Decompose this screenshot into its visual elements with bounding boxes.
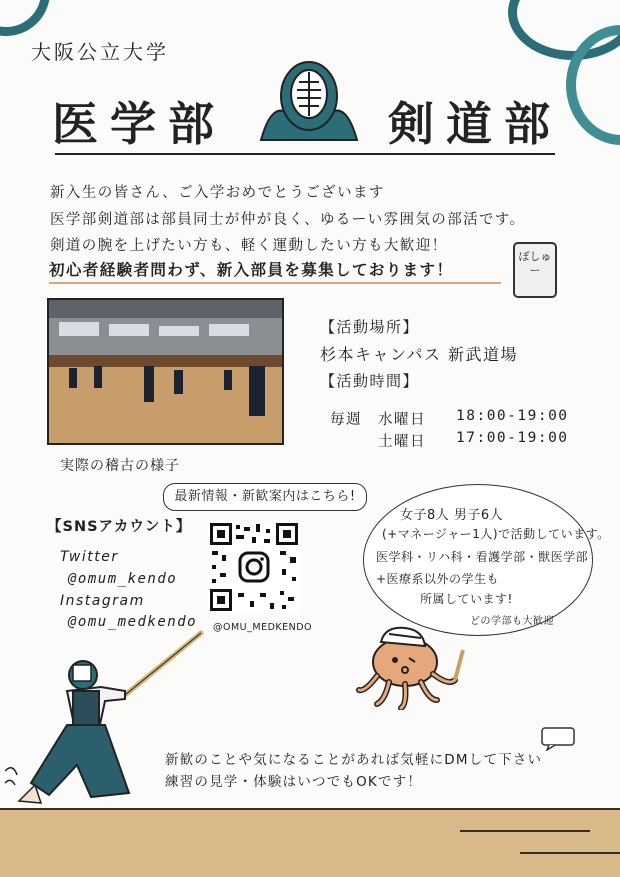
practice-photo <box>47 298 284 445</box>
intro-line-2: 医学部剣道部は部員同士が仲が良く、ゆるーい雰囲気の部活です。 <box>50 212 526 228</box>
title-right: 剣道部 <box>388 97 562 151</box>
chat-icon <box>541 727 575 751</box>
instagram-handle[interactable]: @omu_medkendo <box>68 614 198 630</box>
members-faculties: 医学科・リハ科・看護学部・獣医学部 <box>376 550 589 564</box>
qr-label: @OMU_MEDKENDO <box>213 622 313 633</box>
members-belong: 所属しています! <box>420 592 513 606</box>
floor-plank-line <box>460 830 590 832</box>
recruit-underline <box>49 282 501 284</box>
title-underline <box>55 153 555 155</box>
news-bubble: 最新情報・新歓案内はこちら! <box>163 483 367 511</box>
schedule-day-2: 土曜日 <box>378 434 426 450</box>
schedule-day-1: 水曜日 <box>378 412 426 428</box>
footer-line-2: 練習の見学・体験はいつでもOKです！ <box>165 774 423 790</box>
instagram-label: Instagram <box>60 593 145 609</box>
schedule-time-2: 17:00-19:00 <box>456 430 569 446</box>
twitter-label: Twitter <box>60 549 119 565</box>
dojo-floor <box>0 808 620 877</box>
members-count: 女子8人 男子6人 <box>400 508 504 523</box>
poshi-sign: ぼしゅー <box>513 242 557 298</box>
photo-caption: 実際の稽古の様子 <box>60 458 180 474</box>
schedule-time-1: 18:00-19:00 <box>456 408 569 424</box>
weekly-label: 毎週 <box>330 412 362 428</box>
intro-line-3: 剣道の腕を上げたい方も、軽く運動したい方も大歓迎！ <box>50 238 448 254</box>
place-value: 杉本キャンパス 新武道場 <box>320 345 518 364</box>
intro-line-1: 新入生の皆さん、ご入学おめでとうございます <box>50 185 385 201</box>
corner-circle-top-left <box>0 0 50 36</box>
recruit-message: 初心者経験者問わず、新入部員を募集しております！ <box>49 261 454 279</box>
kendo-men-icon <box>241 52 377 148</box>
sns-heading: 【SNSアカウント】 <box>47 519 192 535</box>
time-heading: 【活動時間】 <box>320 372 420 390</box>
octopus-mascot-icon <box>355 620 470 710</box>
title-left: 医学部 <box>52 97 226 151</box>
members-manager: (+マネージャー1人)で活動しています。 <box>382 527 610 541</box>
members-others: +医療系以外の学生も <box>376 572 500 586</box>
floor-edge <box>0 808 620 810</box>
twitter-handle[interactable]: @omum_kendo <box>68 571 178 587</box>
footer-line-1: 新歓のことや気になることがあれば気軽にDMして下さい <box>165 752 543 768</box>
instagram-qr-code[interactable] <box>208 521 300 613</box>
university-name: 大阪公立大学 <box>31 40 169 64</box>
floor-plank-line <box>520 852 620 854</box>
members-welcome: どの学部も大歓迎 <box>470 616 554 627</box>
place-heading: 【活動場所】 <box>320 318 420 336</box>
